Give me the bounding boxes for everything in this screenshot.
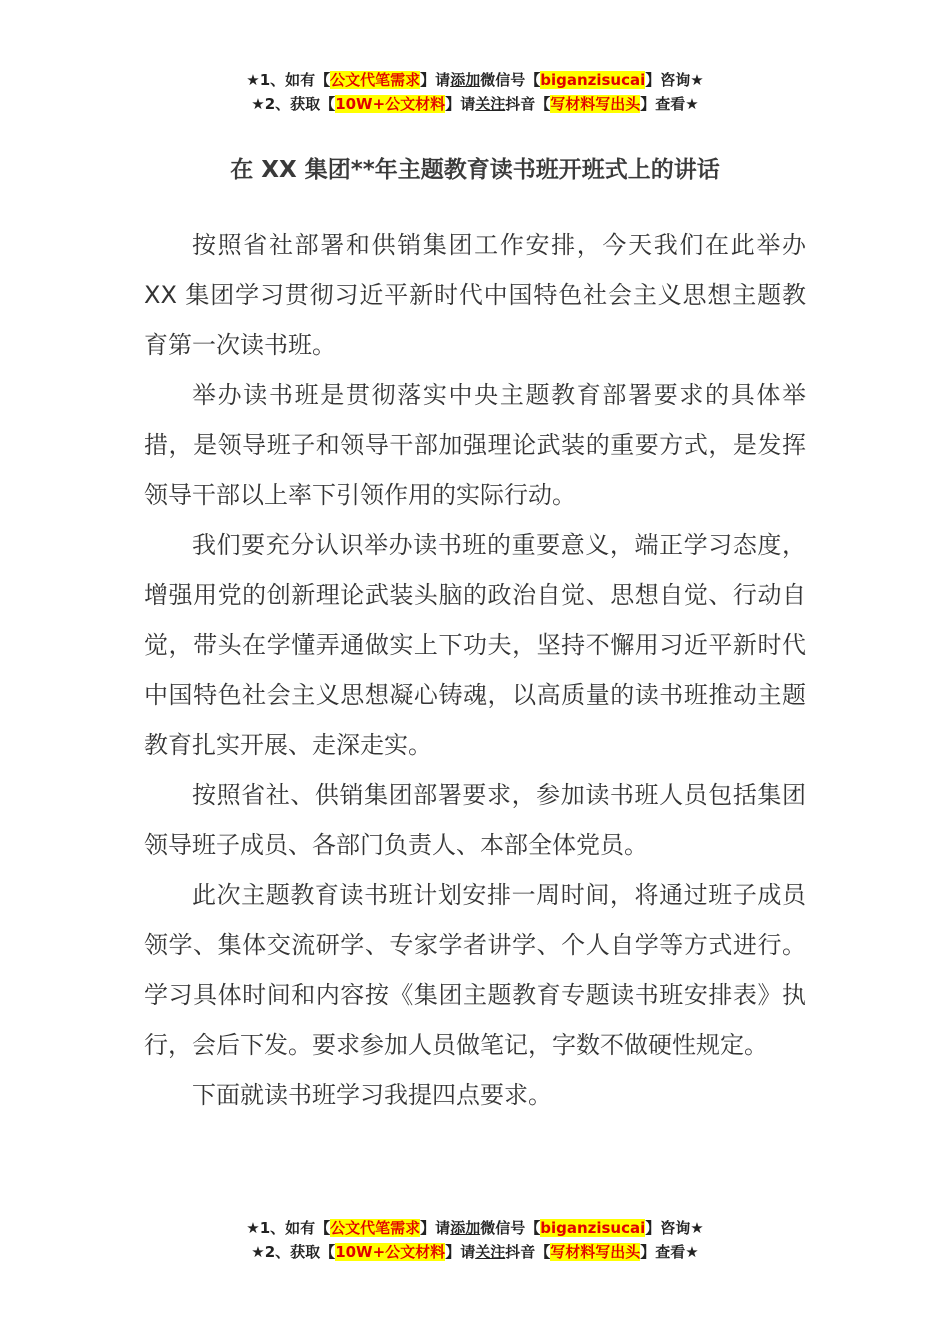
promo-line-2-underlined: 关注 bbox=[475, 95, 506, 113]
paragraph-3: 我们要充分认识举办读书班的重要意义，端正学习态度，增强用党的创新理论武装头脑的政治自觉、思想自觉、行动自觉，带头在学懂弄通做实上下功夫，坚持不懈用习近平新时代中国特色社会主义思想凝心铸魂，以高质量的读书班推动主题教育扎实开展、走深走实。 bbox=[144, 531, 806, 759]
footer-line-1-highlight-wechat: biganzisucai bbox=[540, 1219, 646, 1237]
promo-line-1-prefix: ★1、如有【 bbox=[246, 71, 331, 89]
promo-line-1 bbox=[0, 68, 950, 92]
paragraph-2: 举办读书班是贯彻落实中央主题教育部署要求的具体举措，是领导班子和领导干部加强理论武装的重要方式，是发挥领导干部以上率下引领作用的实际行动。 bbox=[144, 381, 806, 509]
footer-line-1-highlight-service: 公文代笔需求 bbox=[330, 1219, 421, 1237]
paragraph-6: 下面就读书班学习我提四点要求。 bbox=[192, 1081, 552, 1109]
header-promo-banner bbox=[0, 68, 950, 116]
promo-line-2 bbox=[0, 92, 950, 116]
footer-line-2-underlined: 关注 bbox=[475, 1243, 506, 1261]
promo-line-2-highlight-materials: 10W+公文材料 bbox=[335, 95, 446, 113]
promo-line-2-mid2: 抖音【 bbox=[505, 95, 551, 113]
promo-line-2-suffix: 】查看★ bbox=[640, 95, 699, 113]
footer-line-2-mid2: 抖音【 bbox=[505, 1243, 551, 1261]
promo-line-1-highlight-wechat: biganzisucai bbox=[540, 71, 646, 89]
footer-line-1-suffix: 】咨询★ bbox=[645, 1219, 704, 1237]
footer-line-2-highlight-materials: 10W+公文材料 bbox=[335, 1243, 446, 1261]
footer-line-1-mid: 】请 bbox=[420, 1219, 451, 1237]
footer-line-2-suffix: 】查看★ bbox=[640, 1243, 699, 1261]
promo-line-2-mid: 】请 bbox=[445, 95, 476, 113]
promo-line-1-mid: 】请 bbox=[420, 71, 451, 89]
footer-line-2-mid: 】请 bbox=[445, 1243, 476, 1261]
promo-line-1-mid2: 微信号【 bbox=[480, 71, 541, 89]
promo-line-2-highlight-douyin: 写材料写出头 bbox=[550, 95, 641, 113]
paragraph-4: 按照省社、供销集团部署要求，参加读书班人员包括集团领导班子成员、各部门负责人、本部全体党员。 bbox=[144, 781, 806, 859]
promo-line-1-highlight-service: 公文代笔需求 bbox=[330, 71, 421, 89]
footer-promo-banner bbox=[0, 1216, 950, 1264]
footer-line-2-highlight-douyin: 写材料写出头 bbox=[550, 1243, 641, 1261]
footer-line-1-underlined: 添加 bbox=[450, 1219, 481, 1237]
paragraph-5: 此次主题教育读书班计划安排一周时间，将通过班子成员领学、集体交流研学、专家学者讲学、个人自学等方式进行。学习具体时间和内容按《集团主题教育专题读书班安排表》执行，会后下发。要求参加人员做笔记，字数不做硬性规定。 bbox=[144, 881, 806, 1059]
promo-line-2-prefix: ★2、获取【 bbox=[251, 95, 336, 113]
promo-line-1-suffix: 】咨询★ bbox=[645, 71, 704, 89]
footer-line-1-mid2: 微信号【 bbox=[480, 1219, 541, 1237]
paragraph-1: 按照省社部署和供销集团工作安排，今天我们在此举办 XX 集团学习贯彻习近平新时代中国特色社会主义思想主题教育第一次读书班。 bbox=[144, 231, 806, 359]
footer-promo-line-2 bbox=[0, 1240, 950, 1264]
document-title: 在 XX 集团**年主题教育读书班开班式上的讲话 bbox=[230, 157, 720, 183]
document-body bbox=[144, 220, 806, 1120]
footer-line-1-prefix: ★1、如有【 bbox=[246, 1219, 331, 1237]
promo-line-1-underlined: 添加 bbox=[450, 71, 481, 89]
footer-line-2-prefix: ★2、获取【 bbox=[251, 1243, 336, 1261]
footer-promo-line-1 bbox=[0, 1216, 950, 1240]
